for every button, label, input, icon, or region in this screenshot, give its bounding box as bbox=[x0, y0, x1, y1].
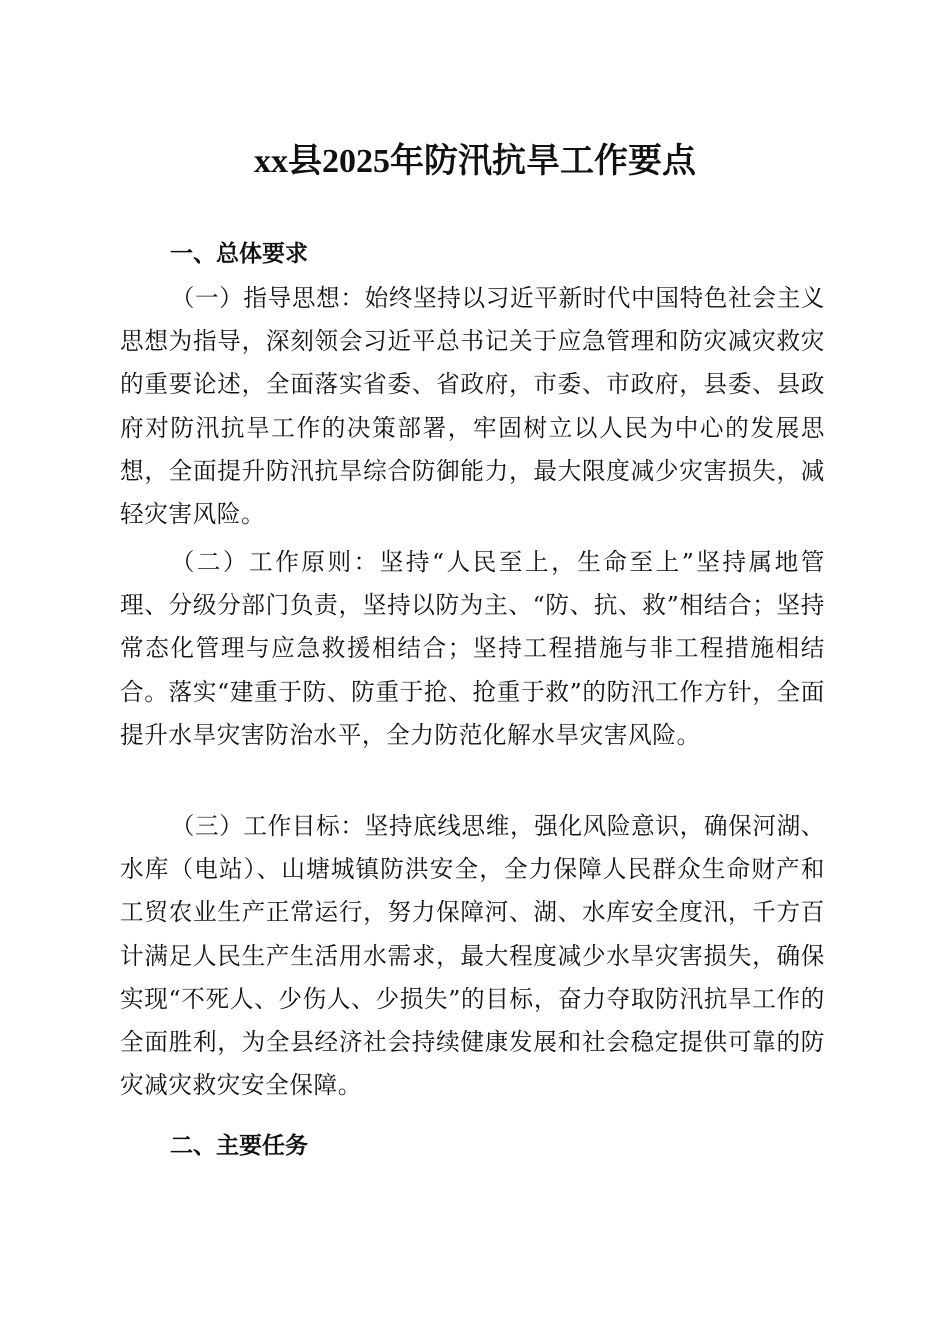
paragraph-work-principles: （二）工作原则：坚持“人民至上，生命至上”坚持属地管理、分级分部门负责，坚持以防为主、“防、抗、救”相结合；坚持常态化管理与应急救援相结合；坚持工程措施与非工程措施相结合。落实“建重于防、防重于抢、抢重于救”的防汛工作方针，全面提升水旱灾害防治水平，全力防范化解水旱灾害风险。 bbox=[120, 548, 825, 749]
section-heading-overall-requirements: 一、总体要求 bbox=[170, 241, 308, 267]
document-title: xx县2025年防汛抗旱工作要点 bbox=[254, 143, 696, 180]
paragraph-work-goals: （三）工作目标：坚持底线思维，强化风险意识，确保河湖、水库（电站）、山塘城镇防洪安全，全力保障人民群众生命财产和工贸农业生产正常运行，努力保障河、湖、水库安全度汛，千方百计满足人民生产生活用水需求，最大程度减少水旱灾害损失，确保实现“不死人、少伤人、少损失”的目标，奋力夺取防汛抗旱工作的全面胜利，为全县经济社会持续健康发展和社会稳定提供可靠的防灾减灾救灾安全保障。 bbox=[120, 812, 825, 1100]
paragraph-guiding-ideology: （一）指导思想：始终坚持以习近平新时代中国特色社会主义思想为指导，深刻领会习近平总书记关于应急管理和防灾减灾救灾的重要论述，全面落实省委、省政府，市委、市政府，县委、县政府对防汛抗旱工作的决策部署，牢固树立以人民为中心的发展思想，全面提升防汛抗旱综合防御能力，最大限度减少灾害损失，减轻灾害风险。 bbox=[120, 284, 825, 529]
section-heading-main-tasks: 二、主要任务 bbox=[170, 1133, 308, 1159]
